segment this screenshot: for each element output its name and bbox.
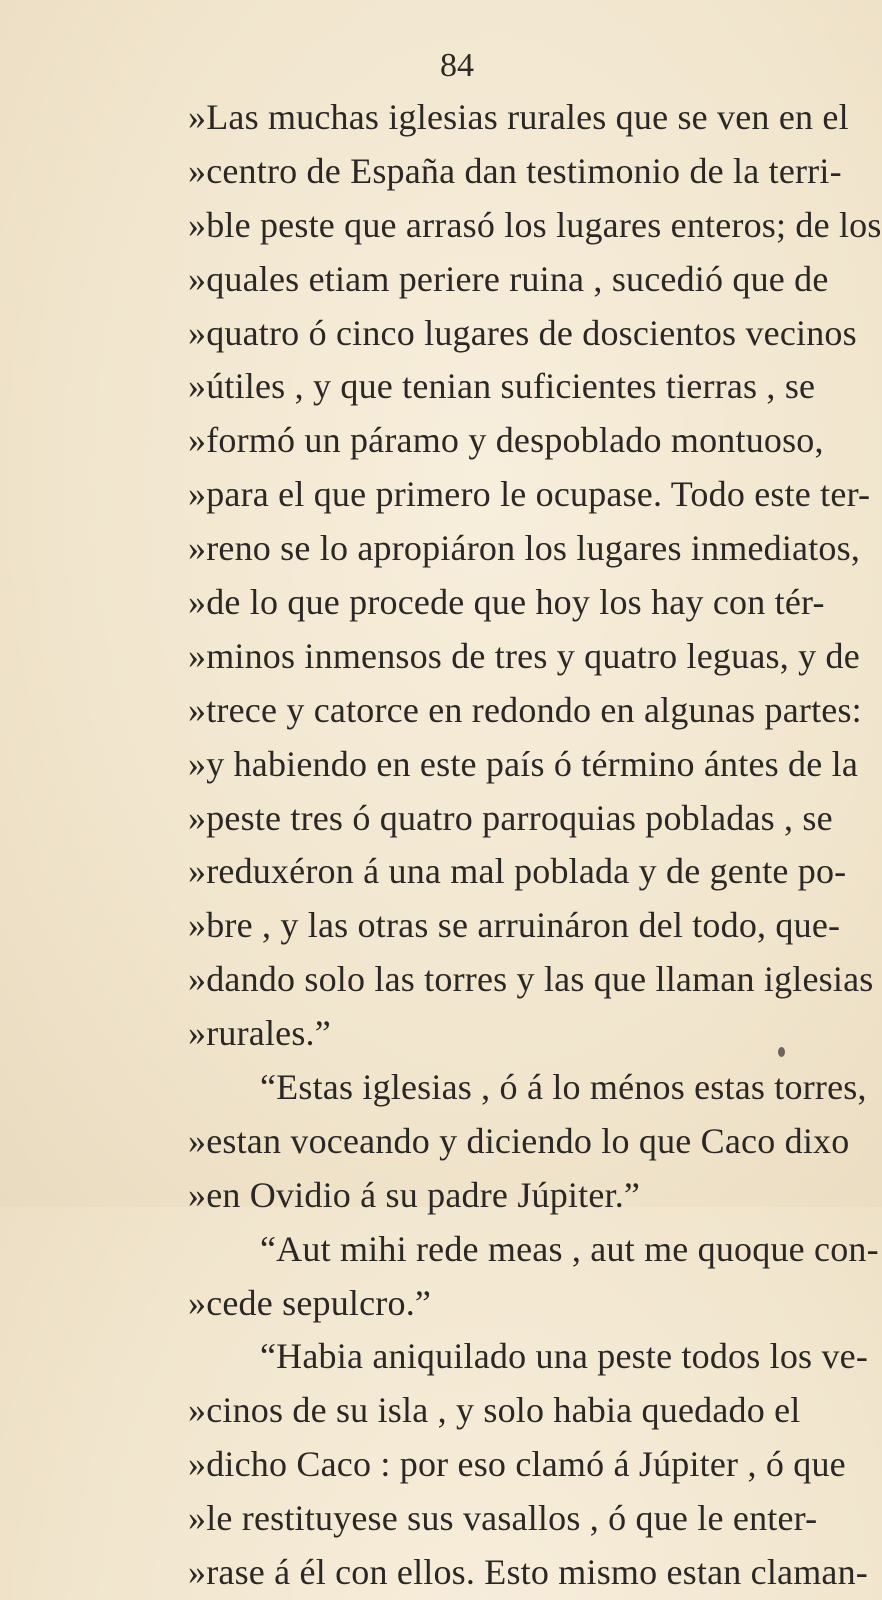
- text-line: »y habiendo en este país ó término ántes de la: [188, 743, 858, 784]
- text-line: »quales etiam periere ruina , sucedió que de: [188, 258, 829, 299]
- text-line: »estan voceando y diciendo lo que Caco dixo: [188, 1120, 850, 1161]
- text-line: »de lo que procede que hoy los hay con tér-: [188, 582, 825, 623]
- page-number: 84: [440, 47, 474, 84]
- text-line: »reno se lo apropiáron los lugares inmediatos,: [188, 528, 861, 569]
- text-line: »rase á él con ellos. Esto mismo estan claman-: [188, 1552, 868, 1593]
- ink-spot: [778, 1047, 785, 1057]
- text-line: »le restituyese sus vasallos , ó que le enter-: [188, 1498, 818, 1539]
- text-line: »en Ovidio á su padre Júpiter.”: [188, 1174, 641, 1215]
- text-line: »para el que primero le ocupase. Todo este ter-: [188, 474, 871, 515]
- text-line: »ble peste que arrasó los lugares enteros; de los: [188, 204, 882, 245]
- text-line: »dicho Caco : por eso clamó á Júpiter , ó que: [188, 1444, 846, 1485]
- text-line: “Estas iglesias , ó á lo ménos estas torres,: [260, 1067, 867, 1108]
- text-line: »útiles , y que tenian suficientes tierras , se: [188, 366, 816, 407]
- text-line: »peste tres ó quatro parroquias pobladas , se: [188, 797, 833, 838]
- text-line: »rurales.”: [188, 1013, 331, 1054]
- text-line: »dando solo las torres y las que llaman iglesias: [188, 959, 874, 1000]
- text-line: »bre , y las otras se arruináron del todo, que-: [188, 905, 841, 946]
- text-line: »cinos de su isla , y solo habia quedado el: [188, 1390, 801, 1431]
- text-line: »reduxéron á una mal poblada y de gente po-: [188, 851, 847, 892]
- text-line: »centro de España dan testimonio de la terri-: [188, 150, 842, 191]
- text-line: »quatro ó cinco lugares de doscientos vecinos: [188, 312, 857, 353]
- text-line: “Aut mihi rede meas , aut me quoque con-: [260, 1228, 879, 1269]
- text-line: »formó un páramo y despoblado montuoso,: [188, 420, 824, 461]
- text-line: »Las muchas iglesias rurales que se ven en el: [188, 97, 849, 137]
- text-line: »cede sepulcro.”: [188, 1282, 432, 1323]
- text-line: »minos inmensos de tres y quatro leguas, y de: [188, 635, 860, 676]
- text-line: “Habia aniquilado una peste todos los ve-: [260, 1336, 869, 1377]
- text-line: »trece y catorce en redondo en algunas partes:: [188, 689, 862, 730]
- body-text: [188, 91, 882, 1600]
